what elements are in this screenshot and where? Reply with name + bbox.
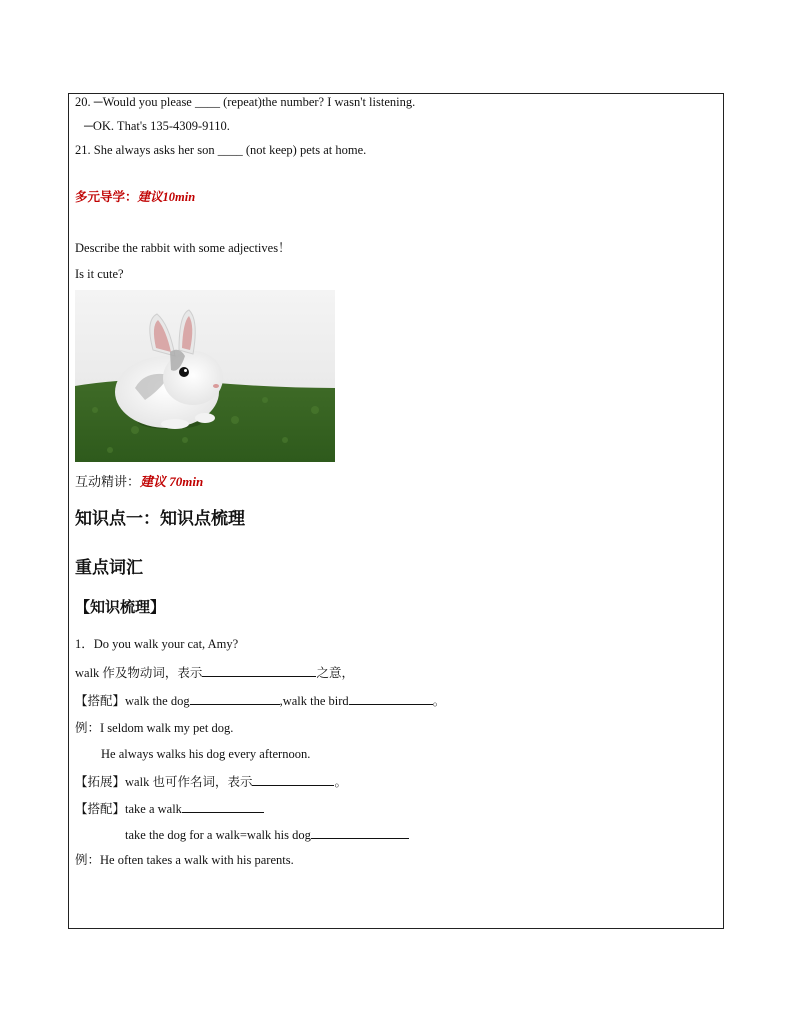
interactive-suggest: 建议 70min	[140, 474, 204, 489]
blank-walk-bird[interactable]	[349, 692, 433, 705]
item-1-question: 1．Do you walk your cat, Amy?	[75, 637, 239, 651]
interactive-label: 互动精讲：	[75, 475, 141, 490]
interactive-heading	[75, 474, 203, 491]
collocation-take-walk: 【搭配】take a walk	[75, 800, 264, 817]
blank-take-walk[interactable]	[182, 800, 264, 813]
vocab-title: 重点词汇	[75, 558, 143, 578]
knowledge-point-title: 知识点一：知识点梳理	[75, 509, 245, 529]
summary-title: 【知识梳理】	[75, 598, 166, 616]
extension-walk-noun: 【拓展】walk 也可作名词，表示 。	[75, 775, 347, 789]
guide-label: 多元导学：	[75, 190, 138, 204]
question-20-line1: 20. ─Would you please ____ (repeat)the number? I wasn't listening.	[75, 95, 416, 109]
example-2: He always walks his dog every afternoon.	[101, 747, 311, 761]
guide-suggest: 建议10min	[137, 190, 196, 204]
example-1: 例：I seldom walk my pet dog.	[75, 721, 234, 735]
collocation-walk: 【搭配】walk the dog ,walk the bird 。	[75, 694, 446, 708]
collocation-take-dog: take the dog for a walk=walk his dog	[125, 826, 409, 843]
guide-heading	[75, 189, 195, 205]
question-21: 21. She always asks her son ____ (not keep) pets at home.	[75, 143, 367, 157]
walk-definition: walk 作及物动词，表示 之意，	[75, 666, 354, 680]
blank-walk-noun[interactable]	[252, 773, 334, 786]
question-20-line2: ─OK. That's 135-4309-9110.	[84, 119, 230, 133]
rabbit-photo	[75, 290, 335, 462]
blank-take-dog[interactable]	[311, 826, 409, 839]
blank-walk-meaning[interactable]	[202, 664, 316, 677]
example-3: 例：He often takes a walk with his parents.	[75, 853, 294, 867]
prompt-cute: Is it cute?	[75, 267, 124, 281]
prompt-describe: Describe the rabbit with some adjectives！	[75, 241, 291, 255]
blank-walk-dog[interactable]	[190, 692, 280, 705]
